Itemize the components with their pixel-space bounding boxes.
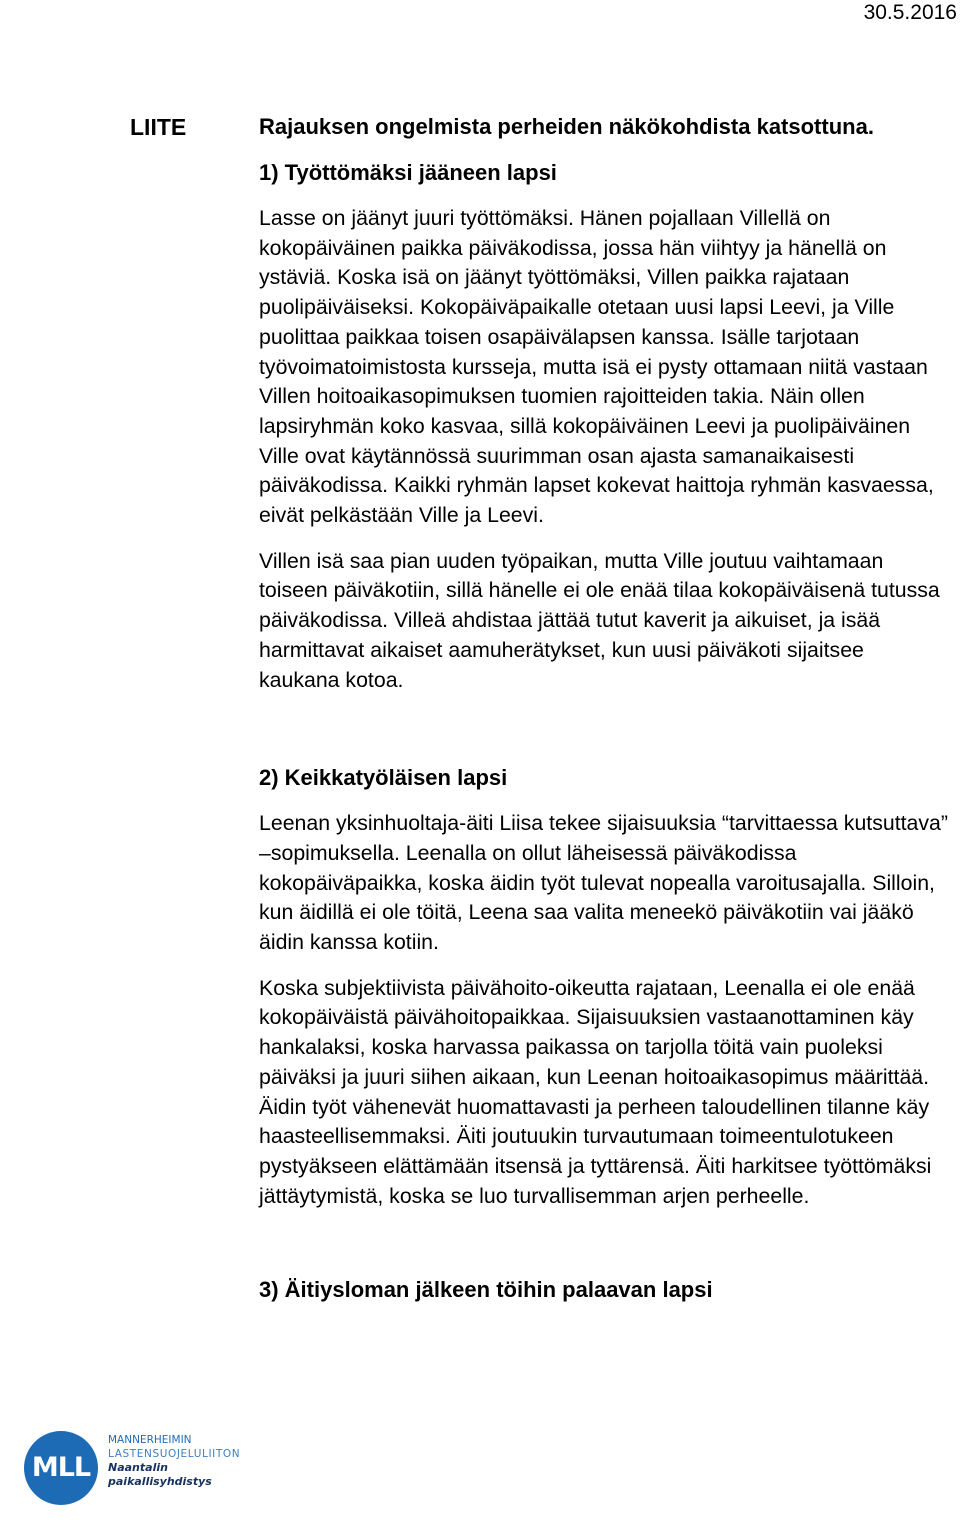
section-2-paragraph-1: Leenan yksinhuoltaja-äiti Liisa tekee sijaisuuksia “tarvittaessa kutsuttava” –sopimuksella. Leenalla on ollut läheisessä päiväkodissa kokopäiväpaikka, koska äidin työt tulevat nopealla varoitusajalla. Silloin, kun äidillä ei ole töitä, Leena saa valita meneekö päiväkotiin vai jääkö äidin kanssa kotiin. bbox=[259, 811, 948, 955]
logo-line-1: MANNERHEIMIN bbox=[108, 1434, 192, 1446]
mll-logo-text bbox=[108, 1433, 268, 1489]
logo-line-4: paikallisyhdistys bbox=[108, 1475, 212, 1488]
appendix-label: LIITE bbox=[130, 114, 187, 140]
section-2-paragraph-2: Koska subjektiivista päivähoito-oikeutta rajataan, Leenalla ei ole enää kokopäiväistä päivähoitopaikkaa. Sijaisuuksien vastaanottaminen käy hankalaksi, koska harvassa paikassa on tarjolla töitä vain puoleksi päiväksi ja juuri siihen aikaan, kun Leenan hoitoaikasopimus määrittää. Äidin työt vähenevät huomattavasti ja perheen taloudellinen tilanne käy haasteellisemmaksi. Äiti joutuukin turvautumaan toimeentulotukeen pystyäkseen elättämään itsensä ja tyttärensä. Äiti harkitsee työttömäksi jättäytymistä, koska se luo turvallisemman arjen perheelle. bbox=[259, 975, 932, 1208]
section-1-paragraph-1: Lasse on jäänyt juuri työttömäksi. Hänen pojallaan Villellä on kokopäiväinen paikka päiväkodissa, jossa hän viihtyy ja hänellä on ystäviä. Koska isä on jäänyt työttömäksi, Villen paikka rajataan puolipäiväiseksi. Kokopäiväpaikalle otetaan uusi lapsi Leevi, ja Ville puolittaa paikkaa toisen osapäivälapsen kanssa. Isälle tarjotaan työvoimatoimistosta kursseja, mutta isä ei pysty ottamaan niitä vastaan Villen hoitoaikasopimuksen tuomien rajoitteiden takia. Näin ollen lapsiryhmän koko kasvaa, sillä kokopäiväinen Leevi ja puolipäiväinen Ville ovat käytännössä suurimman osan ajasta samanaikaisesti päiväkodissa. Kaikki ryhmän lapset kokevat haittoja ryhmän kasvaessa, eivät pelkästään Ville ja Leevi. bbox=[259, 206, 934, 528]
section-heading-1: 1) Työttömäksi jääneen lapsi bbox=[259, 160, 557, 185]
section-heading-3: 3) Äitiysloman jälkeen töihin palaavan lapsi bbox=[259, 1277, 713, 1303]
document-title: Rajauksen ongelmista perheiden näkökohdista katsottuna. bbox=[259, 114, 874, 139]
logo-line-2: LASTENSUOJELULIITON bbox=[108, 1448, 241, 1460]
logo-line-3: Naantalin bbox=[108, 1461, 168, 1474]
document-date: 30.5.2016 bbox=[863, 1, 957, 24]
mll-logo bbox=[24, 1431, 264, 1511]
document-body bbox=[259, 113, 949, 1304]
mll-logo-icon: MLL bbox=[24, 1431, 98, 1505]
section-heading-2: 2) Keikkatyöläisen lapsi bbox=[259, 765, 508, 791]
section-1-paragraph-2: Villen isä saa pian uuden työpaikan, mutta Ville joutuu vaihtamaan toiseen päiväkotiin, sillä hänelle ei ole enää tilaa kokopäiväisenä tutussa päiväkodissa. Villeä ahdistaa jättää tutut kaverit ja aikuiset, ja isää harmittavat aikaiset aamuherätykset, kun uusi päiväkoti sijaitsee kaukana kotoa. bbox=[259, 548, 940, 692]
